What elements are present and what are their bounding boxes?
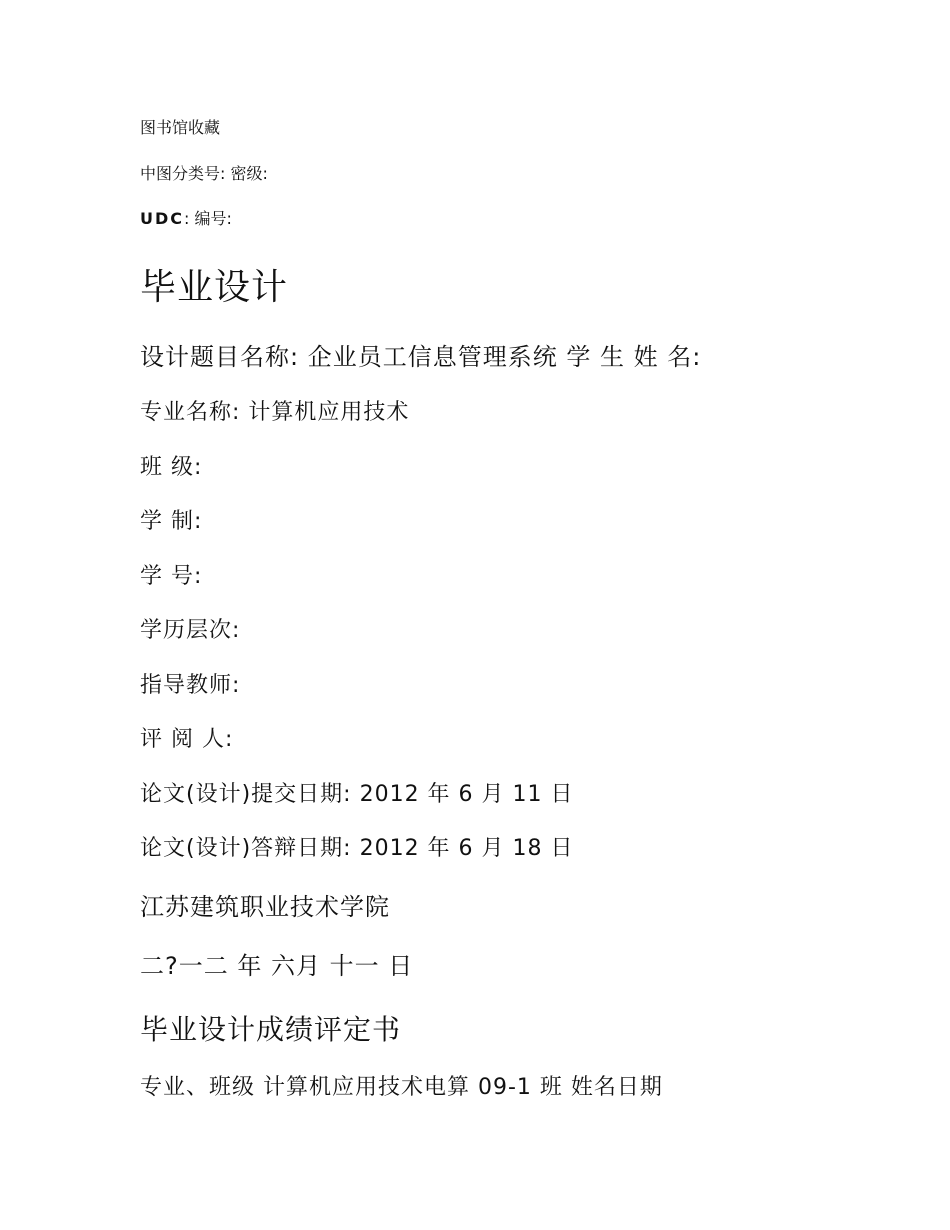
classification-line: 中图分类号: 密级: bbox=[140, 164, 268, 183]
system-line: 学 制: bbox=[140, 509, 203, 534]
udc-number-label: : 编号: bbox=[184, 209, 232, 228]
advisor-line: 指导教师: bbox=[140, 673, 241, 698]
evaluation-info-line: 专业、班级 计算机应用技术电算 09-1 班 姓名日期 bbox=[140, 1075, 663, 1100]
reviewer-line: 评 阅 人: bbox=[140, 727, 234, 752]
udc-line bbox=[140, 211, 232, 227]
class-line: 班 级: bbox=[140, 455, 203, 480]
library-collection-label: 图书馆收藏 bbox=[140, 118, 221, 137]
student-id-line: 学 号: bbox=[140, 564, 203, 589]
evaluation-title: 毕业设计成绩评定书 bbox=[140, 1013, 402, 1046]
major-line: 专业名称: 计算机应用技术 bbox=[140, 400, 410, 425]
school-name: 江苏建筑职业技术学院 bbox=[140, 893, 390, 921]
submission-date-line: 论文(设计)提交日期: 2012 年 6 月 11 日 bbox=[140, 782, 574, 807]
graduation-design-title: 毕业设计 bbox=[140, 267, 289, 308]
education-level-line: 学历层次: bbox=[140, 618, 241, 643]
udc-label: UDC bbox=[140, 209, 185, 228]
cover-date-line: 二?一二 年 六月 十一 日 bbox=[140, 952, 414, 980]
defense-date-line: 论文(设计)答辩日期: 2012 年 6 月 18 日 bbox=[140, 836, 574, 861]
topic-line: 设计题目名称: 企业员工信息管理系统 学 生 姓 名: bbox=[140, 343, 702, 371]
